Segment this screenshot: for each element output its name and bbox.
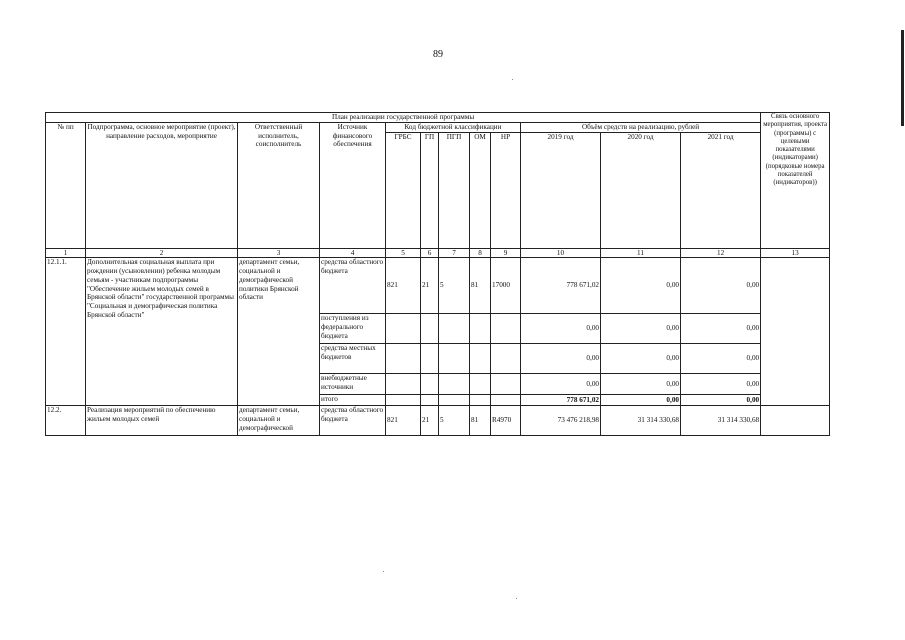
cell-2020: 31 314 330,68 (601, 406, 681, 436)
row-executor: департамент семьи, социальной и демографической политики Брянской области (238, 258, 320, 406)
cell-np: 17000 (491, 258, 521, 314)
cell-pgp: 5 (439, 258, 470, 314)
plan-title: План реализации государственной программы (46, 113, 761, 123)
column-number: 7 (439, 248, 470, 258)
cell-grbs: 821 (386, 406, 421, 436)
scan-speck (512, 79, 513, 80)
row-activity-name: Дополнительная социальная выплата при рождении (усыновлении) ребенка молодым семьям - участникам подпрограммы "Обеспечение жильем молодых семей в Брянской области" государственной программы "Социальная и демографическая политика Брянской области" (86, 258, 238, 406)
page-edge-mark (901, 30, 904, 126)
cell-2021-total: 0,00 (681, 395, 761, 406)
cell-2021: 0,00 (681, 344, 761, 374)
scan-speck (383, 571, 384, 572)
header-source: Источник финансового обеспечения (320, 122, 386, 248)
row-source: внебюджетные источники (320, 374, 386, 395)
table-row (46, 406, 830, 436)
header-pgp: ПГП (439, 132, 470, 248)
cell-2019-total: 778 671,02 (521, 395, 601, 406)
cell-2019: 0,00 (521, 314, 601, 344)
cell-om: 81 (470, 406, 491, 436)
column-number: 13 (761, 248, 830, 258)
row-source: средства местных бюджетов (320, 344, 386, 374)
cell-grbs: 821 (386, 258, 421, 314)
cell-link (761, 406, 830, 436)
cell-2019: 73 476 218,98 (521, 406, 601, 436)
column-number: 9 (491, 248, 521, 258)
header-budget-code: Код бюджетной классификации (386, 122, 521, 132)
column-number: 3 (238, 248, 320, 258)
column-number-row (46, 248, 830, 258)
column-number: 2 (86, 248, 238, 258)
header-om: ОМ (470, 132, 491, 248)
row-source: средства областного бюджета (320, 258, 386, 314)
row-source-total: итого (320, 395, 386, 406)
header-np: НР (491, 132, 521, 248)
cell-2019: 778 671,02 (521, 258, 601, 314)
cell-2020: 0,00 (601, 258, 681, 314)
row-source: средства областного бюджета (320, 406, 386, 436)
cell-link (761, 258, 830, 406)
cell-2021: 0,00 (681, 258, 761, 314)
column-number: 8 (470, 248, 491, 258)
header-grbs: ГРБС (386, 132, 421, 248)
column-number: 6 (421, 248, 439, 258)
cell-2020: 0,00 (601, 374, 681, 395)
cell-gp: 21 (421, 258, 439, 314)
header-num: № пп (46, 122, 86, 248)
row-number: 12.1.1. (46, 258, 86, 406)
cell-2020: 0,00 (601, 314, 681, 344)
header-executor: Ответственный исполнитель, соисполнитель (238, 122, 320, 248)
column-number: 4 (320, 248, 386, 258)
column-number: 12 (681, 248, 761, 258)
header-gp: ГП (421, 132, 439, 248)
cell-2021: 0,00 (681, 374, 761, 395)
column-number: 10 (521, 248, 601, 258)
table-row (46, 258, 830, 314)
row-source: поступления из федерального бюджета (320, 314, 386, 344)
column-number: 5 (386, 248, 421, 258)
scan-speck (516, 598, 517, 599)
program-plan-table (45, 112, 830, 436)
cell-gp: 21 (421, 406, 439, 436)
column-number: 11 (601, 248, 681, 258)
header-2020: 2020 год (601, 132, 681, 248)
page-number: 89 (433, 49, 443, 60)
header-link: Связь основного мероприятия, проекта (программы) с целевыми показателями (индикаторами) (порядковые номера показателей (индикаторов)) (761, 113, 830, 249)
cell-pgp: 5 (439, 406, 470, 436)
cell-2020: 0,00 (601, 344, 681, 374)
row-number: 12.2. (46, 406, 86, 436)
cell-2021: 0,00 (681, 314, 761, 344)
cell-2019: 0,00 (521, 374, 601, 395)
row-executor: департамент семьи, социальной и демографической (238, 406, 320, 436)
cell-np: R4970 (491, 406, 521, 436)
header-volume: Объём средств на реализацию, рублей (521, 122, 761, 132)
header-2019: 2019 год (521, 132, 601, 248)
column-number: 1 (46, 248, 86, 258)
cell-2019: 0,00 (521, 344, 601, 374)
cell-2020-total: 0,00 (601, 395, 681, 406)
header-subprogram: Подпрограмма, основное мероприятие (проект), направление расходов, мероприятие (86, 122, 238, 248)
cell-om: 81 (470, 258, 491, 314)
header-2021: 2021 год (681, 132, 761, 248)
cell-2021: 31 314 330,68 (681, 406, 761, 436)
row-activity-name: Реализация мероприятий по обеспечению жильем молодых семей (86, 406, 238, 436)
